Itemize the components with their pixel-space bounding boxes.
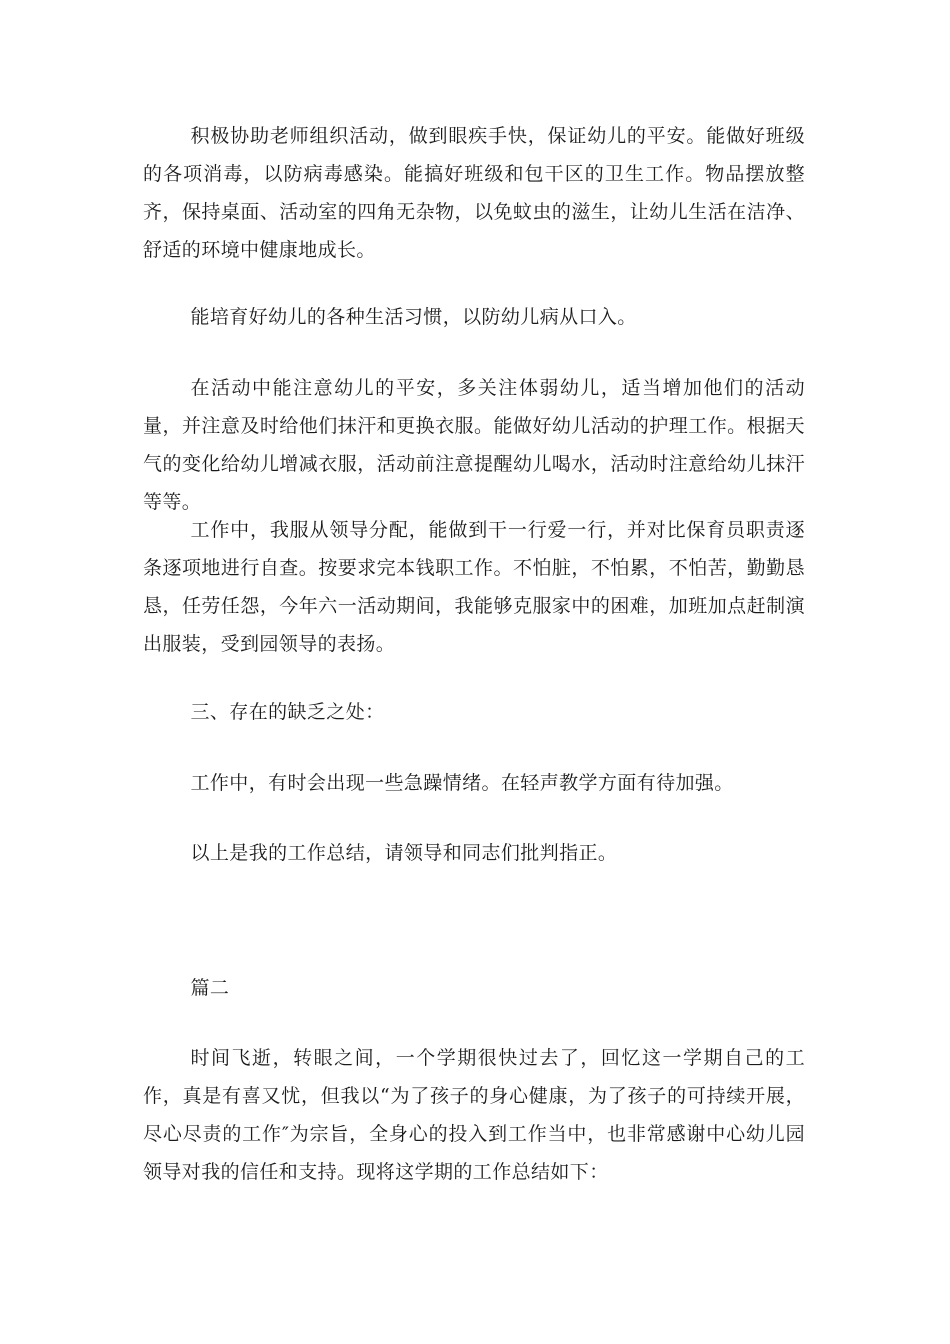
paragraph-habits: 能培育好幼儿的各种生活习惯，以防幼儿病从口入。 (190, 306, 637, 328)
paragraph-shortcomings: 工作中，有时会出现一些急躁情绪。在轻声教学方面有待加强。 (190, 772, 734, 794)
paragraph-activity-safety: 在活动中能注意幼儿的平安，多关注体弱幼儿，适当增加他们的活动量，并注意及时给他们抹汗和更换衣服。能做好幼儿活动的护理工作。根据天气的变化给幼儿增减衣服，活动前注意提醒幼儿喝水，活动时注意给幼儿抹汗等等。 (143, 377, 805, 513)
paragraph-closing: 以上是我的工作总结，请领导和同志们批判指正。 (190, 842, 618, 864)
section-heading-shortcomings: 三、存在的缺乏之处： (190, 701, 385, 723)
paragraph-hygiene: 积极协助老师组织活动，做到眼疾手快，保证幼儿的平安。能做好班级的各项消毒，以防病毒感染。能搞好班级和包干区的卫生工作。物品摆放整齐，保持桌面、活动室的四角无杂物，以免蚊虫的滋生，让幼儿生活在洁净、舒适的环境中健康地成长。 (143, 125, 805, 261)
paragraph-work-attitude: 工作中，我服从领导分配，能做到干一行爱一行，并对比保育员职责逐条逐项地进行自查。按要求完本钱职工作。不怕脏，不怕累，不怕苦，勤勤恳恳，任劳任怨，今年六一活动期间，我能够克服家中的困难，加班加点赶制演出服装，受到园领导的表扬。 (143, 519, 805, 655)
section-heading-part-two: 篇二 (190, 977, 230, 999)
paragraph-part-two-intro: 时间飞逝，转眼之间，一个学期很快过去了，回忆这一学期自己的工作，真是有喜又忧，但我以“为了孩子的身心健康，为了孩子的可持续开展，尽心尽责的工作″为宗旨，全身心的投入到工作当中，也非常感谢中心幼儿园领导对我的信任和支持。现将这学期的工作总结如下： (143, 1047, 805, 1183)
